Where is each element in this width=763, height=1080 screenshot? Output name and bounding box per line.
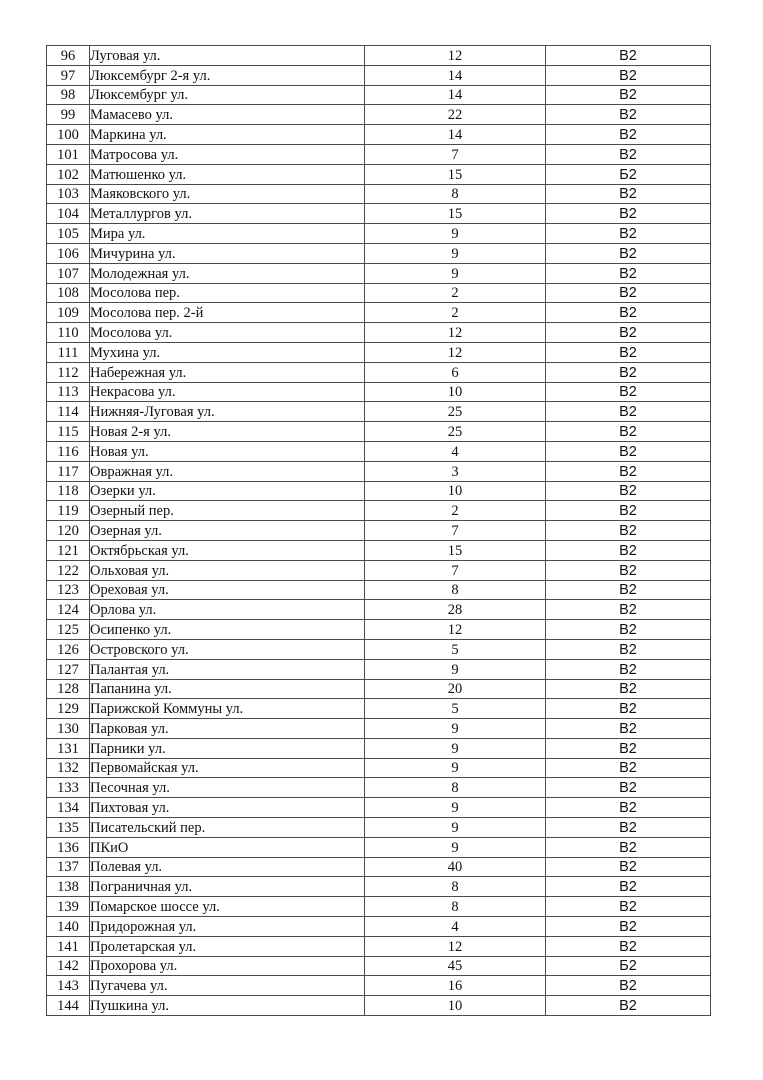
table-row (47, 501, 711, 521)
street-name-cell: Парковая ул. (90, 719, 365, 739)
count-cell: 8 (365, 184, 546, 204)
street-name-cell: Парижской Коммуны ул. (90, 699, 365, 719)
table-row (47, 402, 711, 422)
table-row (47, 224, 711, 244)
count-cell: 12 (365, 620, 546, 640)
street-name-cell: Мухина ул. (90, 342, 365, 362)
count-cell: 28 (365, 600, 546, 620)
row-number-cell: 139 (47, 897, 90, 917)
table-row (47, 738, 711, 758)
street-name-cell: Пугачева ул. (90, 976, 365, 996)
street-name-cell: Матюшенко ул. (90, 164, 365, 184)
count-cell: 7 (365, 144, 546, 164)
category-cell: В2 (546, 996, 711, 1016)
row-number-cell: 125 (47, 620, 90, 640)
count-cell: 8 (365, 778, 546, 798)
row-number-cell: 142 (47, 956, 90, 976)
count-cell: 25 (365, 402, 546, 422)
table-row (47, 164, 711, 184)
category-cell: В2 (546, 857, 711, 877)
category-cell: В2 (546, 422, 711, 442)
category-cell: В2 (546, 936, 711, 956)
count-cell: 15 (365, 164, 546, 184)
count-cell: 2 (365, 501, 546, 521)
street-name-cell: Молодежная ул. (90, 263, 365, 283)
table-row (47, 303, 711, 323)
count-cell: 10 (365, 481, 546, 501)
count-cell: 4 (365, 917, 546, 937)
row-number-cell: 116 (47, 441, 90, 461)
street-name-cell: Прохорова ул. (90, 956, 365, 976)
row-number-cell: 141 (47, 936, 90, 956)
street-name-cell: Ольховая ул. (90, 560, 365, 580)
table-row (47, 719, 711, 739)
row-number-cell: 144 (47, 996, 90, 1016)
street-name-cell: Мосолова пер. (90, 283, 365, 303)
table-row (47, 323, 711, 343)
count-cell: 9 (365, 659, 546, 679)
count-cell: 9 (365, 798, 546, 818)
row-number-cell: 102 (47, 164, 90, 184)
count-cell: 14 (365, 65, 546, 85)
row-number-cell: 106 (47, 243, 90, 263)
street-name-cell: Мосолова пер. 2-й (90, 303, 365, 323)
table-row (47, 204, 711, 224)
row-number-cell: 122 (47, 560, 90, 580)
table-row (47, 481, 711, 501)
category-cell: В2 (546, 738, 711, 758)
table-row (47, 620, 711, 640)
count-cell: 2 (365, 303, 546, 323)
row-number-cell: 124 (47, 600, 90, 620)
category-cell: В2 (546, 441, 711, 461)
table-row (47, 46, 711, 66)
row-number-cell: 135 (47, 818, 90, 838)
row-number-cell: 112 (47, 362, 90, 382)
table-row (47, 580, 711, 600)
count-cell: 5 (365, 639, 546, 659)
category-cell: В2 (546, 798, 711, 818)
street-name-cell: Новая 2-я ул. (90, 422, 365, 442)
table-row (47, 362, 711, 382)
row-number-cell: 127 (47, 659, 90, 679)
count-cell: 6 (365, 362, 546, 382)
row-number-cell: 134 (47, 798, 90, 818)
street-name-cell: Осипенко ул. (90, 620, 365, 640)
category-cell: В2 (546, 362, 711, 382)
street-name-cell: Нижняя-Луговая ул. (90, 402, 365, 422)
street-name-cell: Островского ул. (90, 639, 365, 659)
row-number-cell: 101 (47, 144, 90, 164)
table-row (47, 659, 711, 679)
row-number-cell: 115 (47, 422, 90, 442)
count-cell: 3 (365, 461, 546, 481)
category-cell: В2 (546, 818, 711, 838)
count-cell: 12 (365, 46, 546, 66)
table-row (47, 283, 711, 303)
category-cell: В2 (546, 224, 711, 244)
count-cell: 15 (365, 540, 546, 560)
table-row (47, 837, 711, 857)
category-cell: В2 (546, 65, 711, 85)
street-name-cell: Люксембург 2-я ул. (90, 65, 365, 85)
street-name-cell: Орлова ул. (90, 600, 365, 620)
category-cell: В2 (546, 144, 711, 164)
category-cell: В2 (546, 46, 711, 66)
street-name-cell: Мамасево ул. (90, 105, 365, 125)
category-cell: В2 (546, 521, 711, 541)
row-number-cell: 137 (47, 857, 90, 877)
row-number-cell: 118 (47, 481, 90, 501)
category-cell: В2 (546, 897, 711, 917)
count-cell: 22 (365, 105, 546, 125)
table-row (47, 996, 711, 1016)
row-number-cell: 128 (47, 679, 90, 699)
category-cell: Б2 (546, 164, 711, 184)
category-cell: В2 (546, 342, 711, 362)
table-row (47, 877, 711, 897)
row-number-cell: 100 (47, 125, 90, 145)
street-name-cell: Люксембург ул. (90, 85, 365, 105)
row-number-cell: 108 (47, 283, 90, 303)
category-cell: В2 (546, 600, 711, 620)
row-number-cell: 110 (47, 323, 90, 343)
table-row (47, 897, 711, 917)
street-name-cell: Первомайская ул. (90, 758, 365, 778)
table-row (47, 917, 711, 937)
category-cell: В2 (546, 679, 711, 699)
category-cell: В2 (546, 560, 711, 580)
count-cell: 20 (365, 679, 546, 699)
count-cell: 12 (365, 342, 546, 362)
category-cell: В2 (546, 620, 711, 640)
category-cell: В2 (546, 501, 711, 521)
category-cell: В2 (546, 481, 711, 501)
table-row (47, 679, 711, 699)
table-row (47, 263, 711, 283)
row-number-cell: 105 (47, 224, 90, 244)
table-row (47, 105, 711, 125)
count-cell: 10 (365, 996, 546, 1016)
row-number-cell: 97 (47, 65, 90, 85)
category-cell: В2 (546, 303, 711, 323)
count-cell: 5 (365, 699, 546, 719)
count-cell: 9 (365, 818, 546, 838)
table-row (47, 857, 711, 877)
count-cell: 14 (365, 125, 546, 145)
category-cell: В2 (546, 382, 711, 402)
table-row (47, 85, 711, 105)
count-cell: 7 (365, 521, 546, 541)
category-cell: В2 (546, 976, 711, 996)
count-cell: 9 (365, 224, 546, 244)
category-cell: В2 (546, 461, 711, 481)
row-number-cell: 103 (47, 184, 90, 204)
category-cell: В2 (546, 917, 711, 937)
street-name-cell: Папанина ул. (90, 679, 365, 699)
count-cell: 45 (365, 956, 546, 976)
row-number-cell: 123 (47, 580, 90, 600)
count-cell: 40 (365, 857, 546, 877)
street-name-cell: Палантая ул. (90, 659, 365, 679)
table-row (47, 818, 711, 838)
count-cell: 9 (365, 719, 546, 739)
street-name-cell: Октябрьская ул. (90, 540, 365, 560)
category-cell: В2 (546, 540, 711, 560)
table-row (47, 798, 711, 818)
row-number-cell: 104 (47, 204, 90, 224)
row-number-cell: 107 (47, 263, 90, 283)
table-row (47, 778, 711, 798)
street-name-cell: Мира ул. (90, 224, 365, 244)
street-name-cell: Овражная ул. (90, 461, 365, 481)
category-cell: В2 (546, 402, 711, 422)
street-name-cell: Маркина ул. (90, 125, 365, 145)
table-row (47, 382, 711, 402)
table-row (47, 184, 711, 204)
street-name-cell: ПКиО (90, 837, 365, 857)
row-number-cell: 132 (47, 758, 90, 778)
row-number-cell: 114 (47, 402, 90, 422)
count-cell: 7 (365, 560, 546, 580)
street-name-cell: Ореховая ул. (90, 580, 365, 600)
row-number-cell: 136 (47, 837, 90, 857)
table-row (47, 560, 711, 580)
category-cell: В2 (546, 877, 711, 897)
table-row (47, 125, 711, 145)
table-row (47, 699, 711, 719)
count-cell: 10 (365, 382, 546, 402)
count-cell: 9 (365, 263, 546, 283)
table-row (47, 540, 711, 560)
count-cell: 12 (365, 323, 546, 343)
street-name-cell: Пограничная ул. (90, 877, 365, 897)
count-cell: 8 (365, 877, 546, 897)
table-row (47, 936, 711, 956)
row-number-cell: 96 (47, 46, 90, 66)
count-cell: 9 (365, 738, 546, 758)
table-row (47, 144, 711, 164)
table-row (47, 600, 711, 620)
table-row (47, 441, 711, 461)
street-name-cell: Озерный пер. (90, 501, 365, 521)
table-row (47, 422, 711, 442)
count-cell: 25 (365, 422, 546, 442)
category-cell: В2 (546, 263, 711, 283)
count-cell: 16 (365, 976, 546, 996)
category-cell: В2 (546, 125, 711, 145)
category-cell: В2 (546, 105, 711, 125)
street-name-cell: Пролетарская ул. (90, 936, 365, 956)
row-number-cell: 131 (47, 738, 90, 758)
count-cell: 9 (365, 758, 546, 778)
table-row (47, 956, 711, 976)
category-cell: Б2 (546, 956, 711, 976)
street-name-cell: Писательский пер. (90, 818, 365, 838)
row-number-cell: 111 (47, 342, 90, 362)
row-number-cell: 138 (47, 877, 90, 897)
count-cell: 12 (365, 936, 546, 956)
count-cell: 14 (365, 85, 546, 105)
row-number-cell: 99 (47, 105, 90, 125)
count-cell: 9 (365, 837, 546, 857)
table-row (47, 639, 711, 659)
street-name-cell: Песочная ул. (90, 778, 365, 798)
street-name-cell: Металлургов ул. (90, 204, 365, 224)
table-row (47, 521, 711, 541)
table-row (47, 65, 711, 85)
count-cell: 8 (365, 580, 546, 600)
table-row (47, 342, 711, 362)
row-number-cell: 133 (47, 778, 90, 798)
row-number-cell: 117 (47, 461, 90, 481)
category-cell: В2 (546, 184, 711, 204)
count-cell: 9 (365, 243, 546, 263)
category-cell: В2 (546, 719, 711, 739)
category-cell: В2 (546, 204, 711, 224)
street-name-cell: Набережная ул. (90, 362, 365, 382)
row-number-cell: 119 (47, 501, 90, 521)
category-cell: В2 (546, 85, 711, 105)
row-number-cell: 143 (47, 976, 90, 996)
street-name-cell: Новая ул. (90, 441, 365, 461)
category-cell: В2 (546, 699, 711, 719)
count-cell: 8 (365, 897, 546, 917)
street-name-cell: Озерки ул. (90, 481, 365, 501)
row-number-cell: 120 (47, 521, 90, 541)
category-cell: В2 (546, 323, 711, 343)
row-number-cell: 109 (47, 303, 90, 323)
category-cell: В2 (546, 758, 711, 778)
street-name-cell: Пихтовая ул. (90, 798, 365, 818)
street-name-cell: Луговая ул. (90, 46, 365, 66)
category-cell: В2 (546, 243, 711, 263)
street-name-cell: Пушкина ул. (90, 996, 365, 1016)
count-cell: 15 (365, 204, 546, 224)
row-number-cell: 129 (47, 699, 90, 719)
street-name-cell: Мосолова ул. (90, 323, 365, 343)
row-number-cell: 121 (47, 540, 90, 560)
streets-table (46, 45, 711, 1016)
street-name-cell: Матросова ул. (90, 144, 365, 164)
row-number-cell: 126 (47, 639, 90, 659)
streets-table-body (47, 46, 711, 1016)
row-number-cell: 113 (47, 382, 90, 402)
table-row (47, 243, 711, 263)
category-cell: В2 (546, 639, 711, 659)
street-name-cell: Мичурина ул. (90, 243, 365, 263)
street-name-cell: Помарское шоссе ул. (90, 897, 365, 917)
row-number-cell: 130 (47, 719, 90, 739)
count-cell: 2 (365, 283, 546, 303)
street-name-cell: Некрасова ул. (90, 382, 365, 402)
category-cell: В2 (546, 283, 711, 303)
street-name-cell: Маяковского ул. (90, 184, 365, 204)
street-name-cell: Полевая ул. (90, 857, 365, 877)
category-cell: В2 (546, 778, 711, 798)
row-number-cell: 98 (47, 85, 90, 105)
street-name-cell: Придорожная ул. (90, 917, 365, 937)
street-name-cell: Парники ул. (90, 738, 365, 758)
table-row (47, 461, 711, 481)
table-row (47, 758, 711, 778)
category-cell: В2 (546, 659, 711, 679)
street-name-cell: Озерная ул. (90, 521, 365, 541)
category-cell: В2 (546, 837, 711, 857)
count-cell: 4 (365, 441, 546, 461)
category-cell: В2 (546, 580, 711, 600)
table-row (47, 976, 711, 996)
row-number-cell: 140 (47, 917, 90, 937)
